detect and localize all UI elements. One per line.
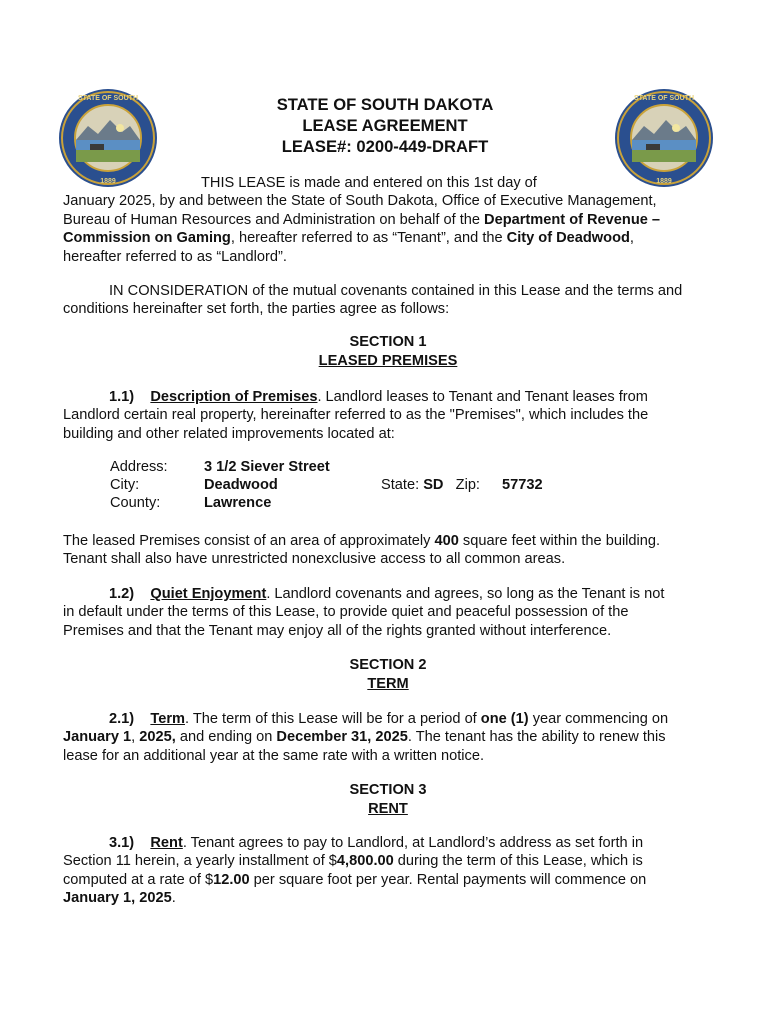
section-1-heading: SECTION 1 LEASED PREMISES <box>318 334 458 369</box>
intro-paragraph: THIS LEASE is made and entered on this 1st day of January 2025, by and between the State of South Dakota, Office of Executive Management, Bureau of Human Resources and Administration on behalf of the Department of Revenue – Commission on Gaming, hereafter referred to as “Tenant”, and the City of Deadwood, hereafter referred to as “Landlord”. <box>63 175 661 265</box>
state-seal-left <box>58 88 158 188</box>
state-seal-right <box>614 88 714 188</box>
svg-text:1889: 1889 <box>100 178 116 185</box>
section-2-1-paragraph: 2.1) Term. The term of this Lease will be for a period of one (1) year commencing on January 1, 2025, and ending on December 31, 2025. The tenant has the ability to renew this lease for an additional year at the same rate with a written notice. <box>63 711 669 764</box>
svg-text:STATE OF SOUTH: STATE OF SOUTH <box>77 95 139 102</box>
svg-text:1889: 1889 <box>656 178 672 185</box>
document-page: STATE OF SOUTH 1889 STATE OF SOUTH 1889 STATE OF SOUTH DAKOTA LEASE AGREEMENT LEASE#: 0200-449-DRAFT THIS LEASE is made and entered on this 1st day of January 2025, by and between the State of South Dakota, Office of Executive Management, Bureau of Human Resources and Administration on behalf of the Department of Revenue – Commission on Gaming, hereafter referred to as “Tenant”, and the City of Deadwood, hereafter referred to as “Landlord”. IN CONSIDERATION of the mutual covenants contained in this Lease and the terms and conditions hereinafter set forth, the parties agree as follows: SECTION 1 LEASED PREMISES 1.1) Description of Premises. Landlord leases to Tenant and Tenant leases from Landlord certain real property, hereinafter referred to as the "Premises", which includes the building and other related improvements located at: Address: 3 1/2 Siever Street City: Deadwood County: Lawrence State: SD Zip: 57732 The leased Premises consist of an area of approximately 400 square feet within the building. Tenant shall also have unrestricted nonexclusive access to all common areas. 1.2) Quiet Enjoyment. Landlord covenants and agrees, so long as the Tenant is not in default under the terms of this Lease, to provide quiet and peaceful possession of the Premises and that the Tenant may enjoy all of the rights granted without interference. SECTION 2 TERM 2.1) Term. The term of this Lease will be for a period of one (1) year commencing on January 1, 2025, and ending on December 31, 2025. The tenant has the ability to renew this lease for an additional year at the same rate with a written notice. SECTION 3 RENT 3.1) Rent. Tenant agrees to pay to Landlord, at Landlord’s address as set forth in Section 11 herein, a yearly installment of $4,800.00 during the term of this Lease, which is computed at a rate of $12.00 per square foot per year. Rental payments will commence on January 1, 2025. <box>0 0 770 1024</box>
document-title <box>200 94 570 157</box>
title-state: STATE OF SOUTH DAKOTA <box>276 95 494 114</box>
title-agreement: LEASE AGREEMENT <box>302 116 468 135</box>
section-3-1-paragraph: 3.1) Rent. Tenant agrees to pay to Landlord, at Landlord’s address as set forth in Section 11 herein, a yearly installment of $4,800.00 during the term of this Lease, which is computed at a rate of $12.00 per square foot per year. Rental payments will commence on January 1, 2025. <box>63 835 647 907</box>
section-1-1-paragraph: 1.1) Description of Premises. Landlord leases to Tenant and Tenant leases from Landlord certain real property, hereinafter referred to as the "Premises", which includes the building and other related improvements located at: <box>63 389 649 442</box>
area-paragraph: The leased Premises consist of an area of approximately 400 square feet within the building. Tenant shall also have unrestricted nonexclusive access to all common areas. <box>63 533 661 568</box>
section-3-heading: SECTION 3 RENT <box>349 782 427 817</box>
title-lease-number: LEASE#: 0200-449-DRAFT <box>281 137 489 156</box>
section-1-2-paragraph: 1.2) Quiet Enjoyment. Landlord covenants and agrees, so long as the Tenant is not in default under the terms of this Lease, to provide quiet and peaceful possession of the Premises and that the Tenant may enjoy all of the rights granted without interference. <box>63 586 665 639</box>
consideration-paragraph: IN CONSIDERATION of the mutual covenants contained in this Lease and the terms and conditions hereinafter set forth, the parties agree as follows: <box>63 283 683 318</box>
section-2-heading: SECTION 2 TERM <box>349 657 427 692</box>
state-zip-line: State: SD Zip: 57732 <box>381 477 543 493</box>
svg-text:STATE OF SOUTH: STATE OF SOUTH <box>633 95 695 102</box>
